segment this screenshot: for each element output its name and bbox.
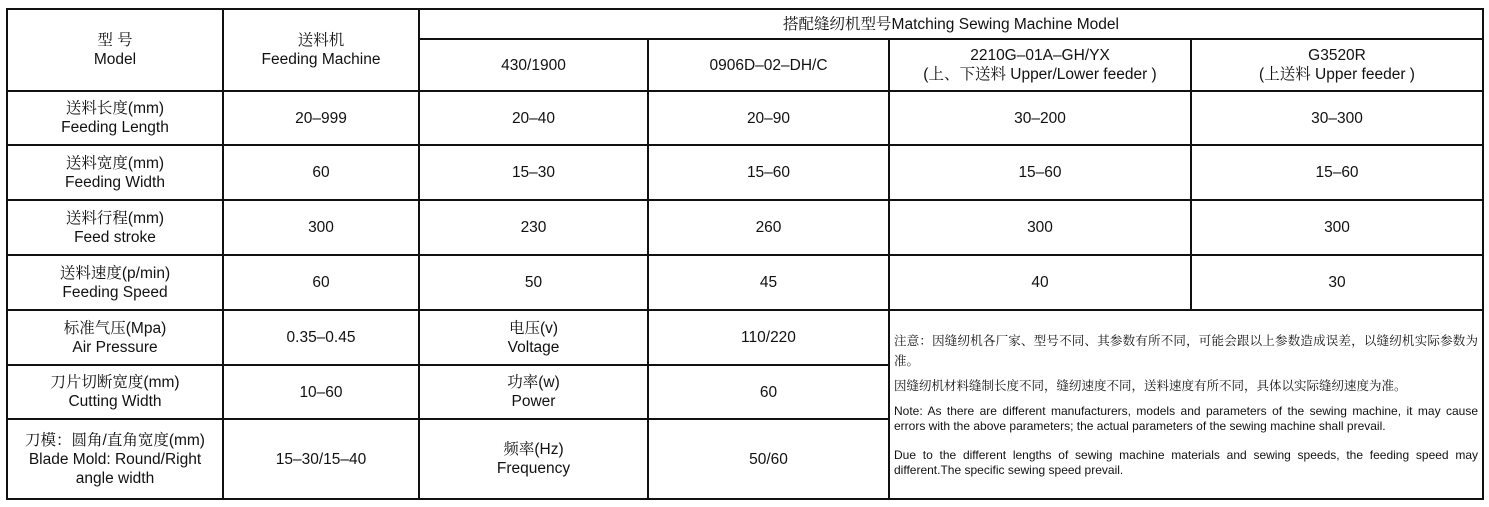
value-cell: 300 bbox=[1191, 200, 1483, 255]
electrical-label-cell bbox=[419, 365, 648, 419]
electrical-value-cell: 60 bbox=[648, 365, 889, 419]
machine-1-line1: 430/1900 bbox=[501, 56, 566, 74]
row-label-cell bbox=[7, 255, 223, 310]
row-label-zh: 送料行程(mm) bbox=[65, 209, 165, 227]
row-label-cell bbox=[7, 145, 223, 200]
row-label-en: Feeding Width bbox=[65, 173, 165, 191]
header-group-title: 搭配缝纫机型号Matching Sewing Machine Model bbox=[419, 9, 1483, 39]
spec-table bbox=[6, 8, 1484, 500]
value-cell: 60 bbox=[223, 145, 419, 200]
row-label-cell bbox=[7, 200, 223, 255]
row-label-en: Blade Mold: Round/Right angle width bbox=[28, 450, 202, 487]
value-cell: 20–40 bbox=[419, 91, 648, 145]
row-label-en: Air Pressure bbox=[72, 338, 158, 356]
spec-row-feeding-width bbox=[7, 145, 1483, 200]
electrical-label-zh: 功率(w) bbox=[507, 374, 560, 391]
row-label-zh: 刀片切断宽度(mm) bbox=[50, 374, 180, 391]
row-label-cell bbox=[7, 91, 223, 145]
row-label-zh: 标准气压(Mpa) bbox=[63, 319, 167, 337]
electrical-value-cell: 50/60 bbox=[648, 419, 889, 499]
value-cell: 20–999 bbox=[223, 91, 419, 145]
machine-4-line1: G3520R bbox=[1308, 47, 1366, 64]
electrical-label-en: Voltage bbox=[507, 338, 560, 356]
value-cell: 10–60 bbox=[223, 365, 419, 419]
header-model-zh: 型 号 bbox=[97, 32, 133, 49]
electrical-label-zh: 电压(v) bbox=[508, 319, 559, 337]
row-label-zh: 送料速度(p/min) bbox=[59, 264, 171, 282]
value-cell: 230 bbox=[419, 200, 648, 255]
electrical-label-zh: 频率(Hz) bbox=[503, 441, 564, 458]
note-zh-2: 因缝纫机材料缝制长度不同，缝纫速度不同，送料速度有所不同，具体以实际缝纫速度为准。 bbox=[894, 379, 1407, 393]
machine-header-3 bbox=[889, 39, 1191, 91]
machine-header-4 bbox=[1191, 39, 1483, 91]
value-cell: 15–60 bbox=[1191, 145, 1483, 200]
header-feeder-cell bbox=[223, 9, 419, 91]
machine-4-line2: (上送料 Upper feeder ) bbox=[1259, 66, 1415, 83]
value-cell: 15–60 bbox=[648, 145, 889, 200]
value-cell: 15–30/15–40 bbox=[223, 419, 419, 499]
spec-row-feeding-speed bbox=[7, 255, 1483, 310]
notes-cell bbox=[889, 310, 1483, 499]
machine-2-line1: 0906D–02–DH/C bbox=[709, 56, 828, 74]
row-label-zh: 送料长度(mm) bbox=[65, 100, 165, 117]
value-cell: 40 bbox=[889, 255, 1191, 310]
machine-header-2 bbox=[648, 39, 889, 91]
value-cell: 30 bbox=[1191, 255, 1483, 310]
header-row-1 bbox=[7, 9, 1483, 39]
electrical-value-cell: 110/220 bbox=[648, 310, 889, 365]
row-label-zh: 送料宽度(mm) bbox=[65, 154, 165, 172]
value-cell: 300 bbox=[889, 200, 1191, 255]
value-cell: 20–90 bbox=[648, 91, 889, 145]
header-model-cell bbox=[7, 9, 223, 91]
value-cell: 50 bbox=[419, 255, 648, 310]
note-en-1: Note: As there are different manufacturers, models and parameters of the sewing machine, it may cause errors with the above parameters; the actual parameters of the sewing machine shall prevail. bbox=[894, 404, 1479, 433]
value-cell: 260 bbox=[648, 200, 889, 255]
row-label-cell bbox=[7, 365, 223, 419]
value-cell: 30–300 bbox=[1191, 91, 1483, 145]
spec-row-feed-stroke bbox=[7, 200, 1483, 255]
header-model-en: Model bbox=[93, 51, 137, 68]
value-cell: 15–30 bbox=[419, 145, 648, 200]
machine-header-1 bbox=[419, 39, 648, 91]
row-label-zh: 刀模：圆角/直角宽度(mm) bbox=[25, 431, 205, 449]
spec-row-feeding-length bbox=[7, 91, 1483, 145]
machine-3-line2: (上、下送料 Upper/Lower feeder ) bbox=[923, 66, 1157, 83]
value-cell: 15–60 bbox=[889, 145, 1191, 200]
note-en-2: Due to the different lengths of sewing machine materials and sewing speeds, the feeding speed may different.The specific sewing speed prevail. bbox=[894, 448, 1479, 477]
note-zh-1: 注意：因缝纫机各厂家、型号不同、其参数有所不同，可能会跟以上参数造成误差，以缝纫机实际参数为准。 bbox=[894, 334, 1479, 368]
row-label-en: Feeding Speed bbox=[62, 283, 168, 301]
header-feeder-en: Feeding Machine bbox=[261, 51, 381, 68]
electrical-label-cell bbox=[419, 310, 648, 365]
value-cell: 300 bbox=[223, 200, 419, 255]
electrical-label-cell bbox=[419, 419, 648, 499]
electrical-label-en: Frequency bbox=[496, 460, 571, 477]
electrical-label-en: Power bbox=[511, 393, 556, 410]
spec-row-air-pressure bbox=[7, 310, 1483, 365]
value-cell: 45 bbox=[648, 255, 889, 310]
value-cell: 60 bbox=[223, 255, 419, 310]
row-label-en: Feeding Length bbox=[61, 119, 169, 136]
row-label-cell bbox=[7, 419, 223, 499]
row-label-cell bbox=[7, 310, 223, 365]
header-feeder-zh: 送料机 bbox=[297, 32, 345, 49]
value-cell: 0.35–0.45 bbox=[223, 310, 419, 365]
row-label-en: Cutting Width bbox=[68, 393, 162, 410]
value-cell: 30–200 bbox=[889, 91, 1191, 145]
row-label-en: Feed stroke bbox=[74, 228, 156, 246]
machine-3-line1: 2210G–01A–GH/YX bbox=[970, 47, 1110, 64]
